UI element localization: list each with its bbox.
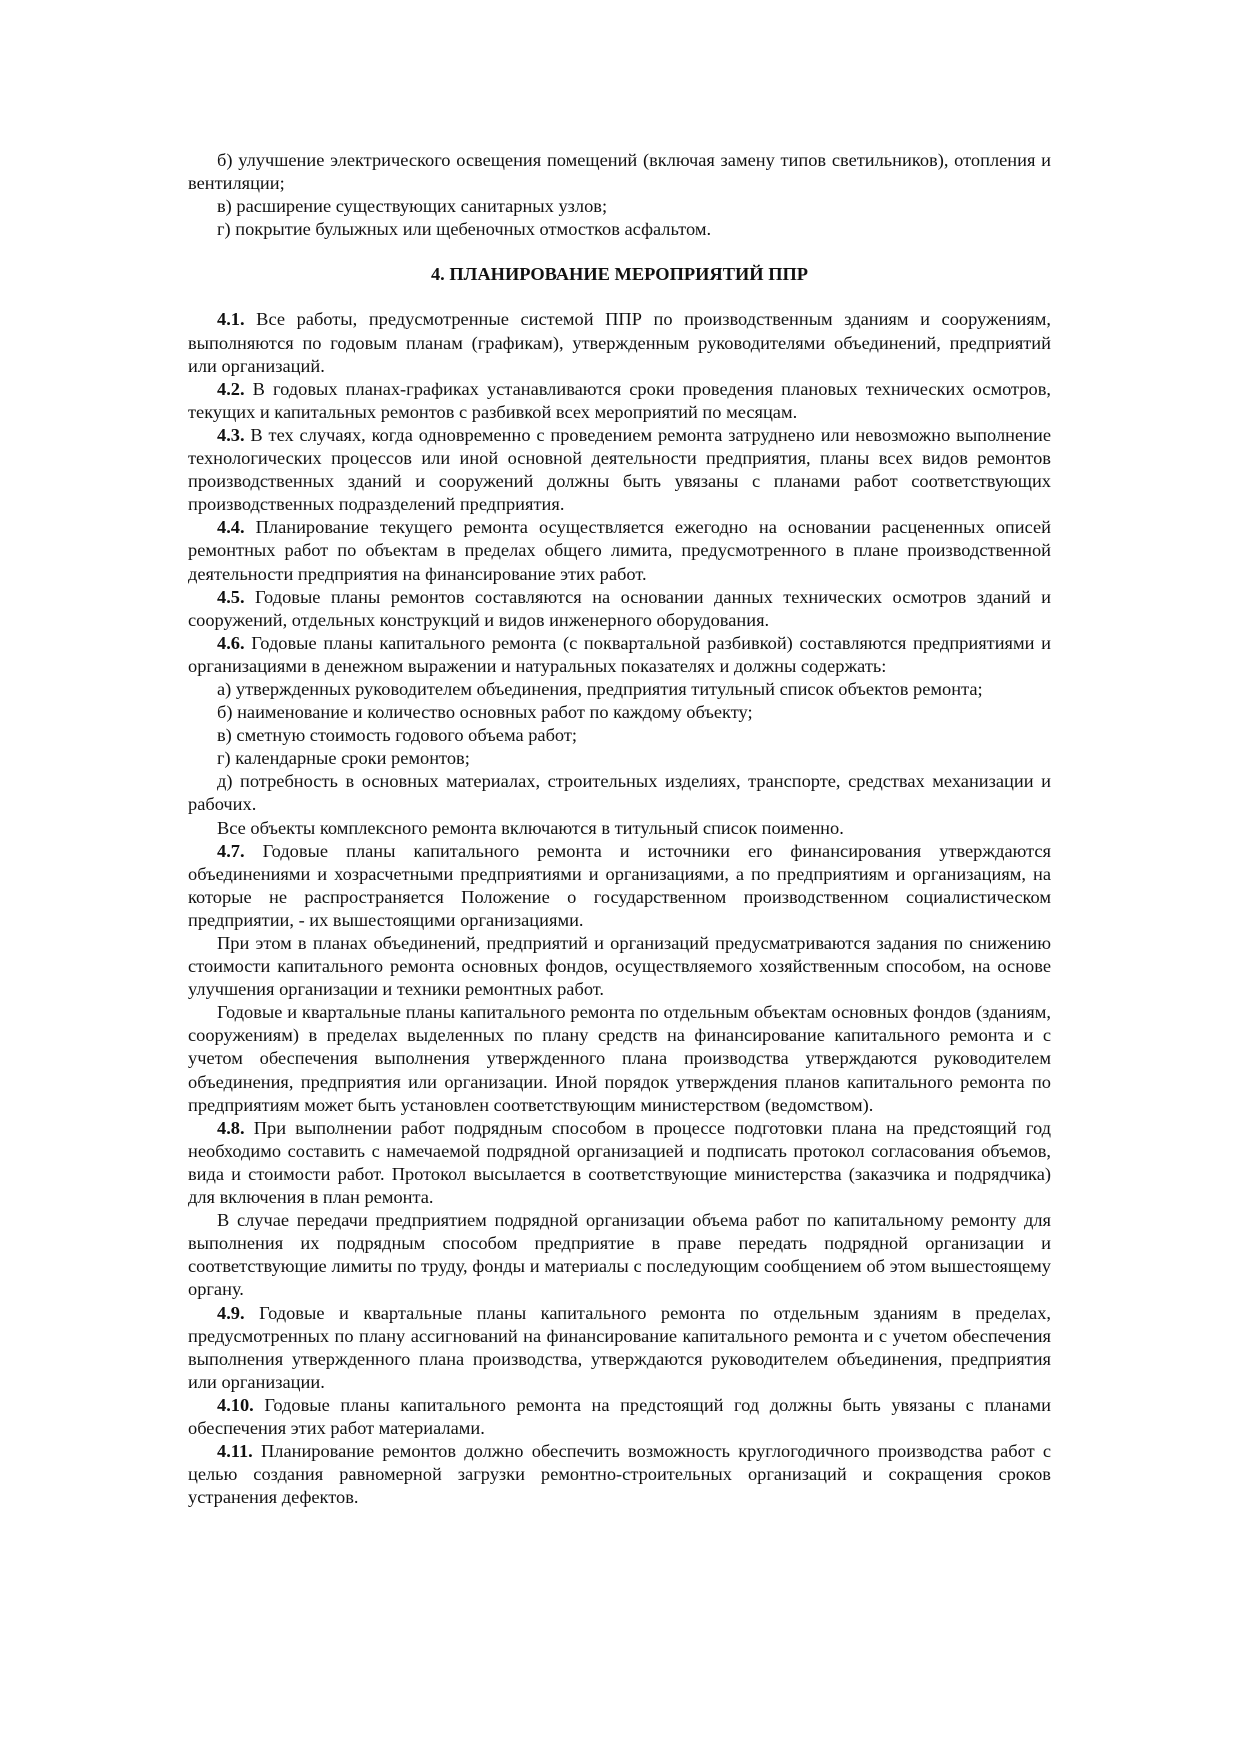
paragraph-text: Планирование ремонтов должно обеспечить возможность круглогодичного производства работ с целью создания равномерной загрузки ремонтно-строительных организаций и сокращения сроков устранения дефектов. xyxy=(188,1441,1051,1508)
paragraph-text: Годовые планы ремонтов составляются на основании данных технических осмотров зданий и сооружений, отдельных конструкций и видов инженерного оборудования. xyxy=(188,586,1051,630)
paragraph-text: б) наименование и количество основных работ по каждому объекту; xyxy=(217,702,753,723)
document-page xyxy=(188,149,1051,1509)
paragraph-number: 4.9. xyxy=(217,1302,245,1323)
list-item: в) расширение существующих санитарных узлов; xyxy=(217,196,608,217)
paragraph-text: а) утвержденных руководителем объединения, предприятия титульный список объектов ремонта; xyxy=(217,678,983,699)
paragraph-text: Все объекты комплексного ремонта включаются в титульный список поименно. xyxy=(217,817,844,838)
paragraph-number: 4.1. xyxy=(217,309,245,330)
paragraph-text: Годовые планы капитального ремонта на предстоящий год должны быть увязаны с планами обеспечения этих работ материалами. xyxy=(188,1394,1051,1438)
paragraph-text: При выполнении работ подрядным способом в процессе подготовки плана на предстоящий год необходимо составить с намечаемой подрядной организацией и подписать протокол согласования объемов, вида и стоимости работ. Протокол высылается в соответствующие министерства (заказчика и подрядчика) для включения в план ремонта. xyxy=(188,1117,1051,1208)
paragraph-text: В случае передачи предприятием подрядной организации объема работ по капитальному ремонту для выполнения их подрядным способом предприятие в праве передать подрядной организации и соответствующие лимиты по труду, фонды и материалы с последующим сообщением об этом вышестоящему органу. xyxy=(188,1210,1051,1300)
paragraph xyxy=(188,308,1051,377)
section-heading: 4. ПЛАНИРОВАНИЕ МЕРОПРИЯТИЙ ППР xyxy=(430,264,809,285)
paragraph xyxy=(188,1394,1051,1440)
paragraph-text: Годовые планы капитального ремонта (с поквартальной разбивкой) составляются предприятиями и организациями в денежном выражении и натуральных показателях и должны содержать: xyxy=(188,632,1051,676)
paragraph-number: 4.5. xyxy=(217,586,245,607)
paragraph-text: При этом в планах объединений, предприятий и организаций предусматриваются задания по снижению стоимости капитального ремонта основных фондов, осуществляемого хозяйственным способом, на основе улучшения организации и техники ремонтных работ. xyxy=(188,933,1051,1000)
paragraph xyxy=(188,770,1051,816)
paragraph xyxy=(188,724,1051,747)
paragraph xyxy=(188,516,1051,585)
paragraph-number: 4.3. xyxy=(217,424,245,445)
paragraph xyxy=(188,932,1051,1001)
paragraph xyxy=(188,1001,1051,1116)
paragraph-number: 4.6. xyxy=(217,632,245,653)
section-body xyxy=(188,308,1051,1509)
intro-list xyxy=(188,149,1051,241)
paragraph-text: Годовые и квартальные планы капитального ремонта по отдельным зданиям в пределах, предусмотренных по плану ассигнований на финансирование капитального ремонта и с учетом обеспечения выполнения утвержденного плана производства, утверждаются руководителем объединения, предприятия или организации. xyxy=(188,1302,1051,1392)
paragraph-number: 4.4. xyxy=(217,517,245,538)
list-item: б) улучшение электрического освещения помещений (включая замену типов светильников), отопления и вентиляции; xyxy=(188,150,1051,194)
paragraph xyxy=(188,586,1051,632)
paragraph xyxy=(188,678,1051,701)
paragraph-text: в) сметную стоимость годового объема работ; xyxy=(217,725,578,746)
paragraph xyxy=(188,632,1051,678)
paragraph-number: 4.2. xyxy=(217,378,245,399)
paragraph-number: 4.8. xyxy=(217,1117,245,1138)
paragraph xyxy=(188,424,1051,516)
paragraph-text: г) календарные сроки ремонтов; xyxy=(217,748,470,769)
paragraph xyxy=(188,840,1051,932)
paragraph-number: 4.11. xyxy=(217,1441,253,1462)
paragraph xyxy=(188,1302,1051,1394)
paragraph-text: Годовые и квартальные планы капитального ремонта по отдельным объектам основных фондов (зданиям, сооружениям) в пределах выделенных по плану средств на финансирование капитального ремонта и с учетом обеспечения выполнения утвержденного плана производства утверждаются руководителем объединения, предприятия или организации. Иной порядок утверждения планов капитального ремонта по предприятиям может быть установлен соответствующим министерством (ведомством). xyxy=(188,1002,1051,1115)
paragraph xyxy=(188,1117,1051,1209)
paragraph-text: В годовых планах-графиках устанавливаются сроки проведения плановых технических осмотров, текущих и капитальных ремонтов с разбивкой всех мероприятий по месяцам. xyxy=(188,378,1051,422)
paragraph xyxy=(188,1440,1051,1509)
paragraph xyxy=(188,747,1051,770)
list-item: г) покрытие булыжных или щебеночных отмостков асфальтом. xyxy=(217,219,712,240)
paragraph-text: Годовые планы капитального ремонта и источники его финансирования утверждаются объединениями и хозрасчетными предприятиями и организациями, а по предприятиям и организациям, на которые не распространяется Положение о государственном производственном социалистическом предприятии, - их вышестоящими организациями. xyxy=(188,840,1051,930)
paragraph-text: В тех случаях, когда одновременно с проведением ремонта затруднено или невозможно выполнение технологических процессов или иной основной деятельности предприятия, планы всех видов ремонтов производственных зданий и сооружений должны быть увязаны с планами работ соответствующих производственных подразделений предприятия. xyxy=(188,424,1051,515)
paragraph xyxy=(188,378,1051,424)
paragraph xyxy=(188,1209,1051,1301)
paragraph-number: 4.10. xyxy=(217,1394,254,1415)
paragraph-text: д) потребность в основных материалах, строительных изделиях, транспорте, средствах механизации и рабочих. xyxy=(188,771,1051,815)
paragraph xyxy=(188,817,1051,840)
paragraph xyxy=(188,701,1051,724)
paragraph-text: Планирование текущего ремонта осуществляется ежегодно на основании расцененных описей ремонтных работ по объектам в пределах общего лимита, предусмотренного в плане производственной деятельности предприятия на финансирование этих работ. xyxy=(188,517,1051,584)
paragraph-number: 4.7. xyxy=(217,840,245,861)
paragraph-text: Все работы, предусмотренные системой ППР по производственным зданиям и сооружениям, выполняются по годовым планам (графикам), утвержденным руководителями объединений, предприятий или организаций. xyxy=(188,309,1051,376)
